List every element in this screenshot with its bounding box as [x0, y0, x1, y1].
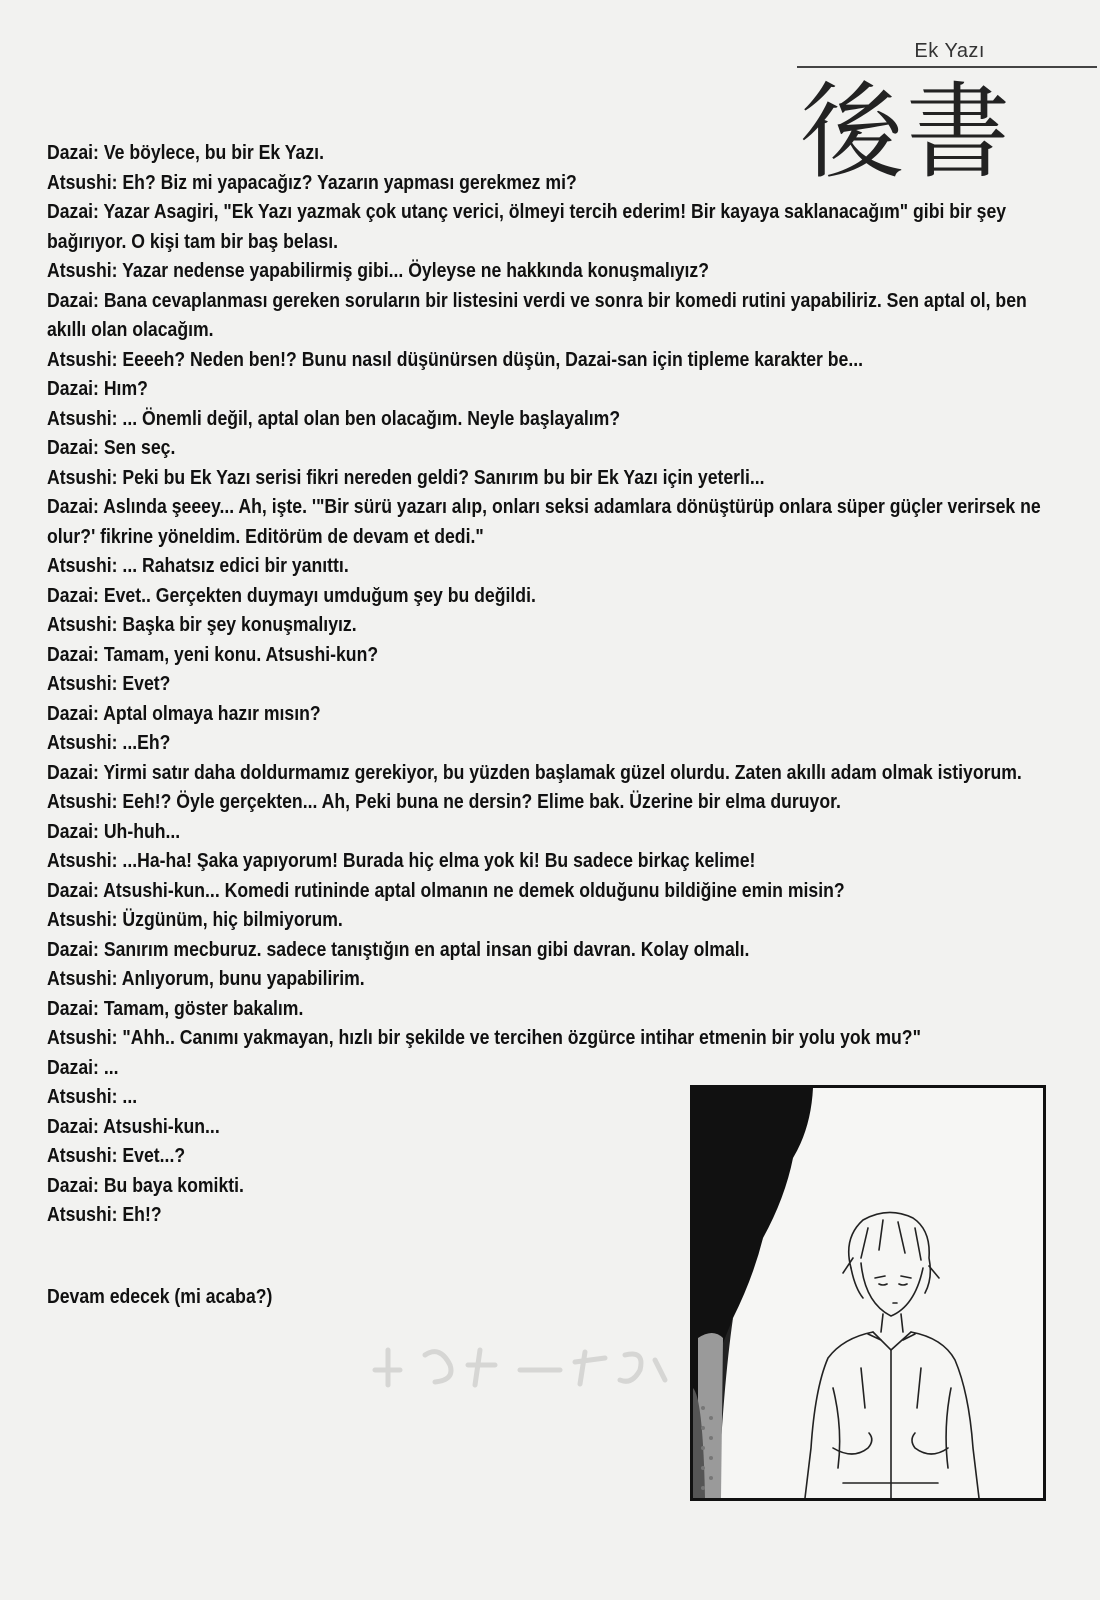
dialogue-line: Dazai: Uh-huh... — [47, 819, 181, 843]
manga-illustration-panel — [690, 1085, 1046, 1501]
dialogue-line: Atsushi: Eh? Biz mi yapacağız? Yazarın yapması gerekmez mi? — [47, 170, 577, 194]
dialogue-line: Atsushi: Evet...? — [47, 1144, 186, 1167]
dialogue-line: Atsushi: Eeeeh? Neden ben!? Bunu nasıl düşünürsen düşün, Dazai-san için tipleme karakter be... — [47, 347, 864, 371]
dialogue-line: Dazai: Tamam, göster bakalım. — [47, 996, 304, 1020]
kanji-title: 後書 — [800, 71, 1013, 193]
dialogue-line: Dazai: Yirmi satır daha doldurmamız gerekiyor, bu yüzden başlamak güzel olurdu. Zaten akıllı adam olmak istiyorum. — [47, 760, 1022, 784]
dialogue-line: Atsushi: Eh!? — [47, 1203, 162, 1226]
dialogue-line: Dazai: Sen seç. — [47, 436, 176, 459]
dialogue-block — [47, 138, 1045, 1230]
dialogue-line: Atsushi: Evet? — [47, 672, 171, 695]
dialogue-line: Atsushi: Yazar nedense yapabilirmiş gibi... Öyleyse ne hakkında konuşmalıyız? — [47, 259, 710, 282]
dialogue-line: Dazai: Yazar Asagiri, "Ek Yazı yazmak çok utanç verici, ölmeyi tercih ederim! Bir kayaya saklanacağım" gibi bir şey bağırıyor. O kişi tam bir baş belası. — [47, 200, 1007, 253]
dialogue-line: Dazai: Atsushi-kun... — [47, 1114, 220, 1138]
dialogue-line: Atsushi: ...Ha-ha! Şaka yapıyorum! Burada hiç elma yok ki! Bu sadece birkaç kelime! — [47, 849, 756, 872]
dialogue-line: Dazai: Tamam, yeni konu. Atsushi-kun? — [47, 642, 379, 666]
dialogue-line: Atsushi: ... Rahatsız edici bir yanıttı. — [47, 554, 349, 577]
dialogue-line: Dazai: Evet.. Gerçekten duymayı umduğum şey bu değildi. — [47, 583, 536, 607]
dialogue-line: Atsushi: Başka bir şey konuşmalıyız. — [47, 613, 357, 636]
character-illustration — [693, 1088, 1043, 1498]
dialogue-line: Dazai: Ve böylece, bu bir Ek Yazı. — [47, 141, 324, 164]
dialogue-line: Dazai: Bu baya komikti. — [47, 1173, 244, 1197]
dialogue-line: Dazai: Hım? — [47, 377, 148, 400]
dialogue-line: Dazai: Aslında şeeey... Ah, işte. '"Bir sürü yazarı alıp, onları seksi adamlara dönüştürüp onlara süper güçler verirsek ne olur?' fikrine yöneldim. Editörüm de devam et dedi." — [47, 495, 1041, 548]
dialogue-line: Dazai: Bana cevaplanması gereken soruların bir listesini verdi ve sonra bir komedi rutini yapabiliriz. Sen aptal ol, ben akıllı olan olacağım. — [47, 288, 1027, 341]
dialogue-line: Atsushi: "Ahh.. Canımı yakmayan, hızlı bir şekilde ve tercihen özgürce intihar etmenin bir yolu yok mu?" — [47, 1026, 921, 1049]
header-divider — [797, 66, 1097, 68]
dialogue-line: Atsushi: Anlıyorum, bunu yapabilirim. — [47, 967, 365, 990]
dialogue-line: Atsushi: ...Eh? — [47, 731, 171, 754]
dialogue-line: Dazai: Aptal olmaya hazır mısın? — [47, 701, 321, 725]
dialogue-line: Atsushi: ... Önemli değil, aptal olan ben olacağım. Neyle başlayalım? — [47, 406, 621, 430]
dialogue-line: Dazai: ... — [47, 1055, 119, 1079]
dialogue-line: Dazai: Sanırım mecburuz. sadece tanıştığın en aptal insan gibi davran. Kolay olmalı. — [47, 937, 750, 961]
dialogue-line: Dazai: Atsushi-kun... Komedi rutininde aptal olmanın ne demek olduğunu bildiğine emin misin? — [47, 878, 845, 902]
to-be-continued-note: Devam edecek (mi acaba?) — [47, 1285, 273, 1308]
faint-background-lettering — [370, 1340, 670, 1399]
section-label: Ek Yazı — [914, 40, 985, 62]
dialogue-line: Atsushi: Peki bu Ek Yazı serisi fikri nereden geldi? Sanırım bu bir Ek Yazı için yeterli... — [47, 465, 765, 489]
dialogue-line: Atsushi: Üzgünüm, hiç bilmiyorum. — [47, 908, 343, 931]
dialogue-line: Atsushi: Eeh!? Öyle gerçekten... Ah, Peki buna ne dersin? Elime bak. Üzerine bir elma duruyor. — [47, 790, 841, 813]
dialogue-line: Atsushi: ... — [47, 1085, 138, 1108]
